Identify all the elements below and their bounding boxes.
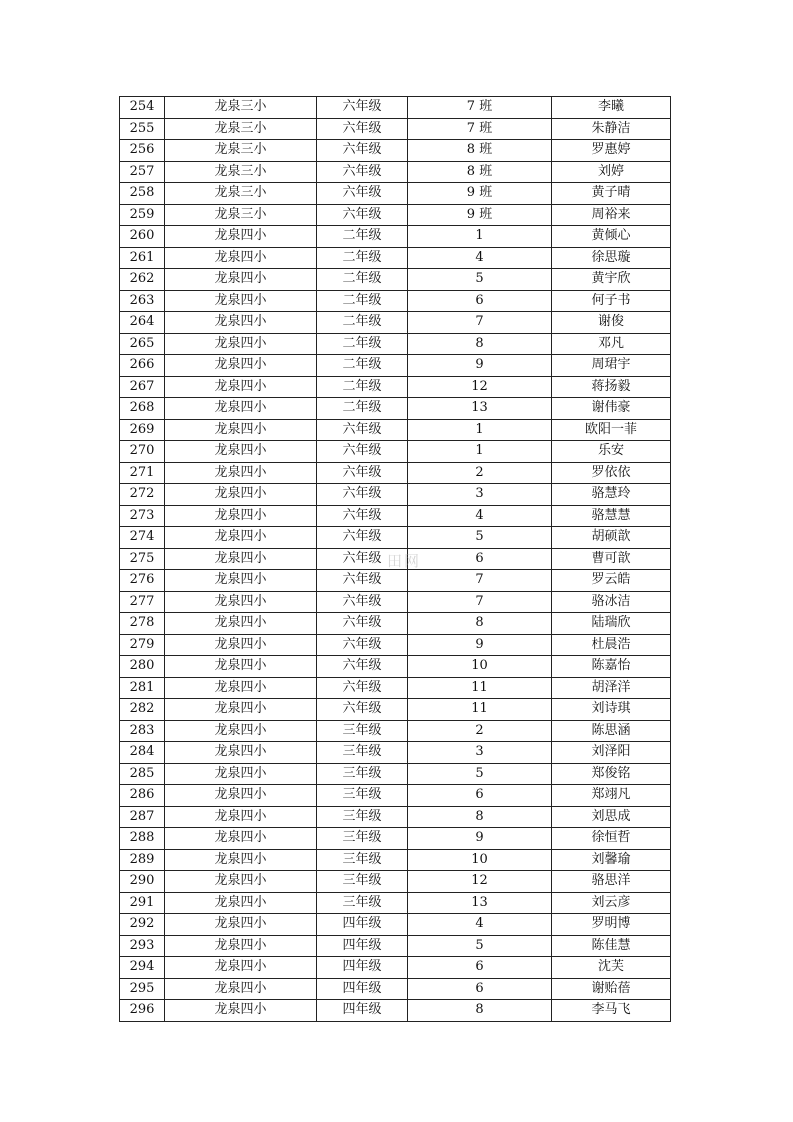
student-name-cell: 罗依依: [552, 462, 671, 484]
class-cell: 8: [408, 1000, 552, 1022]
grade-cell: 六年级: [317, 97, 408, 119]
student-name-cell: 蒋扬毅: [552, 376, 671, 398]
table-row: [120, 312, 671, 334]
class-cell: 8: [408, 333, 552, 355]
grade-cell: 二年级: [317, 398, 408, 420]
grade-cell: 六年级: [317, 484, 408, 506]
school-cell: 龙泉三小: [165, 97, 317, 119]
student-name-cell: 刘思成: [552, 806, 671, 828]
school-cell: 龙泉四小: [165, 333, 317, 355]
class-cell: 10: [408, 656, 552, 678]
student-name-cell: 骆慧玲: [552, 484, 671, 506]
school-cell: 龙泉四小: [165, 699, 317, 721]
class-cell: 3: [408, 742, 552, 764]
school-cell: 龙泉三小: [165, 204, 317, 226]
school-cell: 龙泉四小: [165, 613, 317, 635]
row-number-cell: 257: [120, 161, 165, 183]
student-name-cell: 徐思璇: [552, 247, 671, 269]
school-cell: 龙泉四小: [165, 720, 317, 742]
row-number-cell: 291: [120, 892, 165, 914]
student-name-cell: 胡泽洋: [552, 677, 671, 699]
class-cell: 5: [408, 763, 552, 785]
student-name-cell: 胡硕歆: [552, 527, 671, 549]
class-cell: 8: [408, 806, 552, 828]
student-name-cell: 刘婷: [552, 161, 671, 183]
row-number-cell: 287: [120, 806, 165, 828]
table-row: [120, 570, 671, 592]
student-name-cell: 谢伟豪: [552, 398, 671, 420]
grade-cell: 三年级: [317, 763, 408, 785]
student-name-cell: 谢俊: [552, 312, 671, 334]
table-row: [120, 484, 671, 506]
class-cell: 7: [408, 312, 552, 334]
class-cell: 12: [408, 376, 552, 398]
row-number-cell: 271: [120, 462, 165, 484]
school-cell: 龙泉四小: [165, 849, 317, 871]
grade-cell: 六年级: [317, 656, 408, 678]
student-name-cell: 乐安: [552, 441, 671, 463]
school-cell: 龙泉四小: [165, 871, 317, 893]
row-number-cell: 296: [120, 1000, 165, 1022]
grade-cell: 四年级: [317, 914, 408, 936]
row-number-cell: 266: [120, 355, 165, 377]
class-cell: 3: [408, 484, 552, 506]
row-number-cell: 290: [120, 871, 165, 893]
table-row: [120, 419, 671, 441]
grade-cell: 三年级: [317, 828, 408, 850]
table-row: [120, 785, 671, 807]
row-number-cell: 289: [120, 849, 165, 871]
row-number-cell: 281: [120, 677, 165, 699]
class-cell: 5: [408, 269, 552, 291]
row-number-cell: 282: [120, 699, 165, 721]
row-number-cell: 295: [120, 978, 165, 1000]
school-cell: 龙泉四小: [165, 957, 317, 979]
school-cell: 龙泉四小: [165, 484, 317, 506]
table-row: [120, 763, 671, 785]
school-cell: 龙泉四小: [165, 785, 317, 807]
table-row: [120, 742, 671, 764]
student-name-cell: 陈嘉怡: [552, 656, 671, 678]
grade-cell: 二年级: [317, 355, 408, 377]
grade-cell: 四年级: [317, 978, 408, 1000]
student-name-cell: 欧阳一菲: [552, 419, 671, 441]
class-cell: 5: [408, 527, 552, 549]
table-row: [120, 828, 671, 850]
table-row: [120, 591, 671, 613]
row-number-cell: 288: [120, 828, 165, 850]
school-cell: 龙泉四小: [165, 548, 317, 570]
table-row: [120, 398, 671, 420]
school-cell: 龙泉四小: [165, 290, 317, 312]
table-row: [120, 247, 671, 269]
school-cell: 龙泉四小: [165, 656, 317, 678]
grade-cell: 六年级: [317, 118, 408, 140]
school-cell: 龙泉四小: [165, 441, 317, 463]
school-cell: 龙泉四小: [165, 978, 317, 1000]
student-name-cell: 骆冰洁: [552, 591, 671, 613]
student-name-cell: 黄子晴: [552, 183, 671, 205]
grade-cell: 三年级: [317, 871, 408, 893]
class-cell: 8: [408, 613, 552, 635]
row-number-cell: 263: [120, 290, 165, 312]
grade-cell: 六年级: [317, 613, 408, 635]
school-cell: 龙泉四小: [165, 1000, 317, 1022]
table-row: [120, 699, 671, 721]
student-name-cell: 骆慧慧: [552, 505, 671, 527]
class-cell: 2: [408, 462, 552, 484]
grade-cell: 三年级: [317, 849, 408, 871]
school-cell: 龙泉三小: [165, 183, 317, 205]
row-number-cell: 264: [120, 312, 165, 334]
row-number-cell: 269: [120, 419, 165, 441]
grade-cell: 二年级: [317, 312, 408, 334]
grade-cell: 六年级: [317, 591, 408, 613]
row-number-cell: 284: [120, 742, 165, 764]
grade-cell: 六年级: [317, 161, 408, 183]
student-name-cell: 陈思涵: [552, 720, 671, 742]
row-number-cell: 261: [120, 247, 165, 269]
row-number-cell: 285: [120, 763, 165, 785]
row-number-cell: 293: [120, 935, 165, 957]
school-cell: 龙泉四小: [165, 462, 317, 484]
grade-cell: 六年级: [317, 548, 408, 570]
class-cell: 9 班: [408, 183, 552, 205]
class-cell: 6: [408, 548, 552, 570]
table-row: [120, 355, 671, 377]
class-cell: 13: [408, 892, 552, 914]
grade-cell: 三年级: [317, 720, 408, 742]
row-number-cell: 258: [120, 183, 165, 205]
grade-cell: 三年级: [317, 742, 408, 764]
grade-cell: 六年级: [317, 527, 408, 549]
school-cell: 龙泉四小: [165, 355, 317, 377]
class-cell: 7 班: [408, 97, 552, 119]
row-number-cell: 274: [120, 527, 165, 549]
table-row: [120, 333, 671, 355]
class-cell: 5: [408, 935, 552, 957]
table-row: [120, 914, 671, 936]
table-row: [120, 656, 671, 678]
school-cell: 龙泉四小: [165, 398, 317, 420]
class-cell: 8 班: [408, 140, 552, 162]
student-name-cell: 罗云皓: [552, 570, 671, 592]
row-number-cell: 292: [120, 914, 165, 936]
class-cell: 6: [408, 785, 552, 807]
school-cell: 龙泉四小: [165, 763, 317, 785]
row-number-cell: 275: [120, 548, 165, 570]
grade-cell: 二年级: [317, 226, 408, 248]
table-row: [120, 935, 671, 957]
row-number-cell: 286: [120, 785, 165, 807]
row-number-cell: 278: [120, 613, 165, 635]
table-row: [120, 892, 671, 914]
table-row: [120, 871, 671, 893]
table-row: [120, 183, 671, 205]
table-row: [120, 613, 671, 635]
grade-cell: 六年级: [317, 634, 408, 656]
class-cell: 1: [408, 226, 552, 248]
student-name-cell: 刘馨瑜: [552, 849, 671, 871]
grade-cell: 六年级: [317, 441, 408, 463]
row-number-cell: 272: [120, 484, 165, 506]
school-cell: 龙泉四小: [165, 419, 317, 441]
table-row: [120, 226, 671, 248]
student-name-cell: 罗惠婷: [552, 140, 671, 162]
table-row: [120, 720, 671, 742]
table-row: [120, 978, 671, 1000]
row-number-cell: 270: [120, 441, 165, 463]
school-cell: 龙泉三小: [165, 140, 317, 162]
row-number-cell: 277: [120, 591, 165, 613]
grade-cell: 四年级: [317, 935, 408, 957]
watermark: 田网: [387, 552, 422, 570]
school-cell: 龙泉四小: [165, 634, 317, 656]
school-cell: 龙泉四小: [165, 376, 317, 398]
school-cell: 龙泉四小: [165, 247, 317, 269]
grade-cell: 六年级: [317, 140, 408, 162]
school-cell: 龙泉四小: [165, 677, 317, 699]
table-row: [120, 269, 671, 291]
grade-cell: 四年级: [317, 957, 408, 979]
student-name-cell: 黄倾心: [552, 226, 671, 248]
table-row: [120, 1000, 671, 1022]
class-cell: 13: [408, 398, 552, 420]
school-cell: 龙泉四小: [165, 828, 317, 850]
student-name-cell: 陈佳慧: [552, 935, 671, 957]
class-cell: 2: [408, 720, 552, 742]
student-name-cell: 何子书: [552, 290, 671, 312]
student-name-cell: 郑俊铭: [552, 763, 671, 785]
class-cell: 12: [408, 871, 552, 893]
grade-cell: 六年级: [317, 570, 408, 592]
table-row: [120, 957, 671, 979]
student-name-cell: 周裕来: [552, 204, 671, 226]
class-cell: 4: [408, 505, 552, 527]
grade-cell: 二年级: [317, 247, 408, 269]
grade-cell: 六年级: [317, 505, 408, 527]
table-row: [120, 806, 671, 828]
grade-cell: 六年级: [317, 204, 408, 226]
row-number-cell: 254: [120, 97, 165, 119]
row-number-cell: 268: [120, 398, 165, 420]
student-name-cell: 郑翊凡: [552, 785, 671, 807]
class-cell: 9: [408, 828, 552, 850]
table-row: [120, 505, 671, 527]
row-number-cell: 265: [120, 333, 165, 355]
school-cell: 龙泉四小: [165, 806, 317, 828]
class-cell: 8 班: [408, 161, 552, 183]
student-name-cell: 陆瑞欣: [552, 613, 671, 635]
row-number-cell: 276: [120, 570, 165, 592]
row-number-cell: 259: [120, 204, 165, 226]
class-cell: 7: [408, 570, 552, 592]
class-cell: 1: [408, 441, 552, 463]
student-name-cell: 黄宇欣: [552, 269, 671, 291]
table-row: [120, 441, 671, 463]
row-number-cell: 273: [120, 505, 165, 527]
table-row: [120, 118, 671, 140]
grade-cell: 二年级: [317, 376, 408, 398]
student-name-cell: 骆思洋: [552, 871, 671, 893]
table-row: [120, 376, 671, 398]
student-name-cell: 沈芙: [552, 957, 671, 979]
student-name-cell: 刘泽阳: [552, 742, 671, 764]
table-row: [120, 204, 671, 226]
row-number-cell: 255: [120, 118, 165, 140]
student-name-cell: 杜晨浩: [552, 634, 671, 656]
student-name-cell: 李马飞: [552, 1000, 671, 1022]
table-row: [120, 527, 671, 549]
school-cell: 龙泉四小: [165, 505, 317, 527]
school-cell: 龙泉四小: [165, 269, 317, 291]
student-name-cell: 周珺宇: [552, 355, 671, 377]
grade-cell: 六年级: [317, 183, 408, 205]
school-cell: 龙泉四小: [165, 742, 317, 764]
row-number-cell: 283: [120, 720, 165, 742]
school-cell: 龙泉四小: [165, 312, 317, 334]
student-name-cell: 朱静洁: [552, 118, 671, 140]
school-cell: 龙泉四小: [165, 570, 317, 592]
row-number-cell: 279: [120, 634, 165, 656]
class-cell: 4: [408, 914, 552, 936]
class-cell: 7: [408, 591, 552, 613]
school-cell: 龙泉四小: [165, 935, 317, 957]
class-cell: 7 班: [408, 118, 552, 140]
class-cell: 6: [408, 290, 552, 312]
grade-cell: 六年级: [317, 677, 408, 699]
table-row: [120, 97, 671, 119]
grade-cell: 三年级: [317, 806, 408, 828]
row-number-cell: 294: [120, 957, 165, 979]
table-row: [120, 140, 671, 162]
class-cell: 9 班: [408, 204, 552, 226]
grade-cell: 六年级: [317, 419, 408, 441]
grade-cell: 六年级: [317, 699, 408, 721]
row-number-cell: 262: [120, 269, 165, 291]
row-number-cell: 260: [120, 226, 165, 248]
class-cell: 1: [408, 419, 552, 441]
student-name-cell: 徐恒哲: [552, 828, 671, 850]
grade-cell: 二年级: [317, 333, 408, 355]
grade-cell: 二年级: [317, 269, 408, 291]
grade-cell: 六年级: [317, 462, 408, 484]
table-row: [120, 677, 671, 699]
class-cell: 9: [408, 355, 552, 377]
class-cell: 6: [408, 978, 552, 1000]
table-row: [120, 462, 671, 484]
student-name-cell: 曹可歆: [552, 548, 671, 570]
school-cell: 龙泉三小: [165, 118, 317, 140]
row-number-cell: 280: [120, 656, 165, 678]
student-name-cell: 李曦: [552, 97, 671, 119]
student-name-cell: 刘诗琪: [552, 699, 671, 721]
school-cell: 龙泉四小: [165, 591, 317, 613]
class-cell: 6: [408, 957, 552, 979]
school-cell: 龙泉四小: [165, 892, 317, 914]
table-row: [120, 634, 671, 656]
table-row: [120, 290, 671, 312]
class-cell: 10: [408, 849, 552, 871]
row-number-cell: 256: [120, 140, 165, 162]
class-cell: 9: [408, 634, 552, 656]
student-name-cell: 刘云彦: [552, 892, 671, 914]
grade-cell: 三年级: [317, 892, 408, 914]
grade-cell: 二年级: [317, 290, 408, 312]
grade-cell: 四年级: [317, 1000, 408, 1022]
student-name-cell: 谢贻蓓: [552, 978, 671, 1000]
school-cell: 龙泉四小: [165, 914, 317, 936]
student-name-cell: 罗明博: [552, 914, 671, 936]
table-row: [120, 161, 671, 183]
grade-cell: 三年级: [317, 785, 408, 807]
table-row: [120, 849, 671, 871]
class-cell: 4: [408, 247, 552, 269]
school-cell: 龙泉四小: [165, 226, 317, 248]
row-number-cell: 267: [120, 376, 165, 398]
student-name-cell: 邓凡: [552, 333, 671, 355]
class-cell: 11: [408, 677, 552, 699]
school-cell: 龙泉三小: [165, 161, 317, 183]
class-cell: 11: [408, 699, 552, 721]
school-cell: 龙泉四小: [165, 527, 317, 549]
